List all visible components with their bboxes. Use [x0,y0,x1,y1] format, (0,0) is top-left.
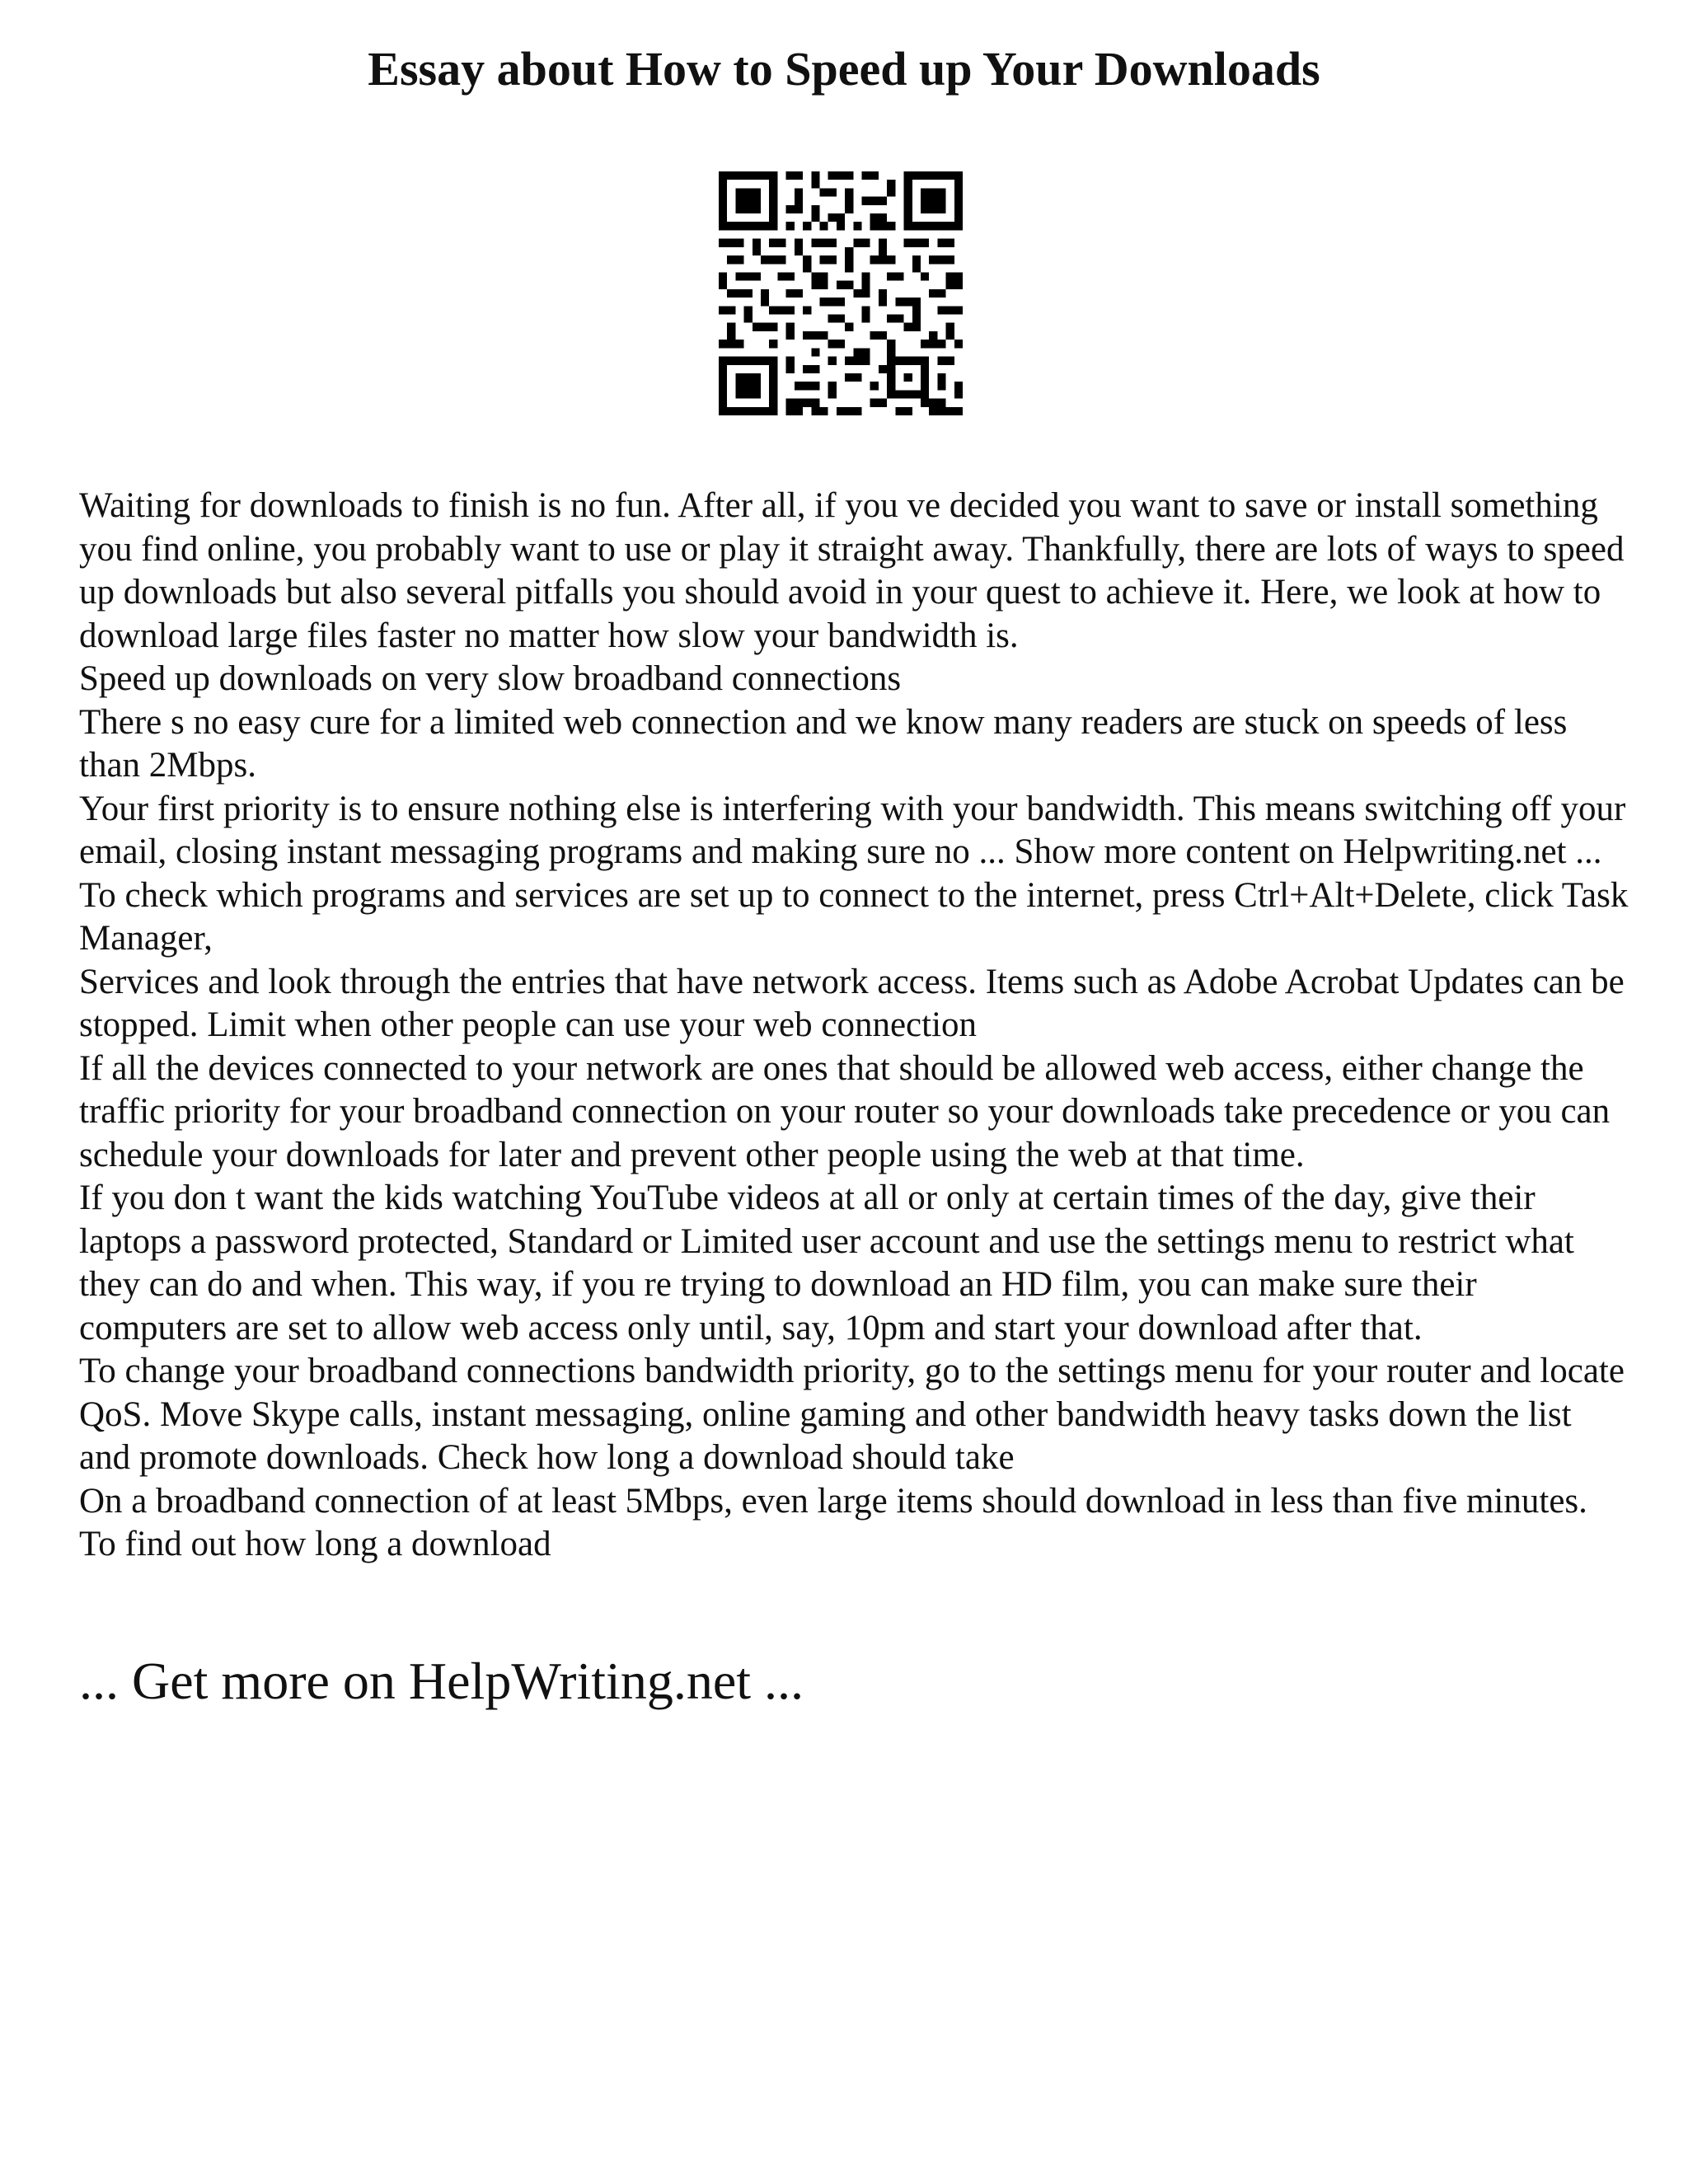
paragraph: If all the devices connected to your network are ones that should be allowed web access, either change the traffic priority for your broadband connection on your router so your downloads take precedence or you can schedule your downloads for later and prevent other people using the web at that time. [79,1048,1611,1174]
paragraph: To check which programs and services are set up to connect to the internet, press Ctrl+Alt+Delete, click Task Manager, [79,875,1629,958]
paragraph: There s no easy cure for a limited web connection and we know many readers are stuck on speeds of less than 2Mbps. [79,702,1568,785]
get-more-link[interactable]: ... Get more on HelpWriting.net ... [79,1652,804,1710]
paragraph: Services and look through the entries that have network access. Items such as Adobe Acrobat Updates can be stopped. Limit when other people can use your web connection [79,962,1625,1044]
paragraph: If you don t want the kids watching YouTube videos at all or only at certain times of the day, give their laptops a password protected, Standard or Limited user account and use the settings menu to restrict what they can do and when. This way, if you re trying to download an HD film, you can make sure their computers are set to allow web access only until, say, 10pm and start your download after that. [79,1179,1574,1347]
paragraph: Waiting for downloads to finish is no fun. After all, if you ve decided you want to save or install something you find online, you probably want to use or play it straight away. Thankfully, there are lots of ways to speed up downloads but also several pitfalls you should avoid in your quest to achieve it. Here, we look at how to download large files faster no matter how slow your bandwidth is. [79,486,1625,655]
paragraph: To change your broadband connections bandwidth priority, go to the settings menu for your router and locate QoS. Move Skype calls, instant messaging, online gaming and other bandwidth heavy tasks down the list and promote downloads. Check how long a download should take [79,1352,1625,1477]
qr-code-icon [719,171,963,415]
paragraph: On a broadband connection of at least 5Mbps, even large items should download in less than five minutes. To find out how long a download [79,1481,1587,1563]
section-heading: Speed up downloads on very slow broadband connections [79,659,902,698]
page-title: Essay about How to Speed up Your Downloads [368,42,1320,96]
paragraph: Your first priority is to ensure nothing else is interfering with your bandwidth. This means switching off your email, closing instant messaging programs and making sure no ... Show more content on Helpwriting.net ... [79,789,1626,871]
essay-body [79,485,1629,1567]
